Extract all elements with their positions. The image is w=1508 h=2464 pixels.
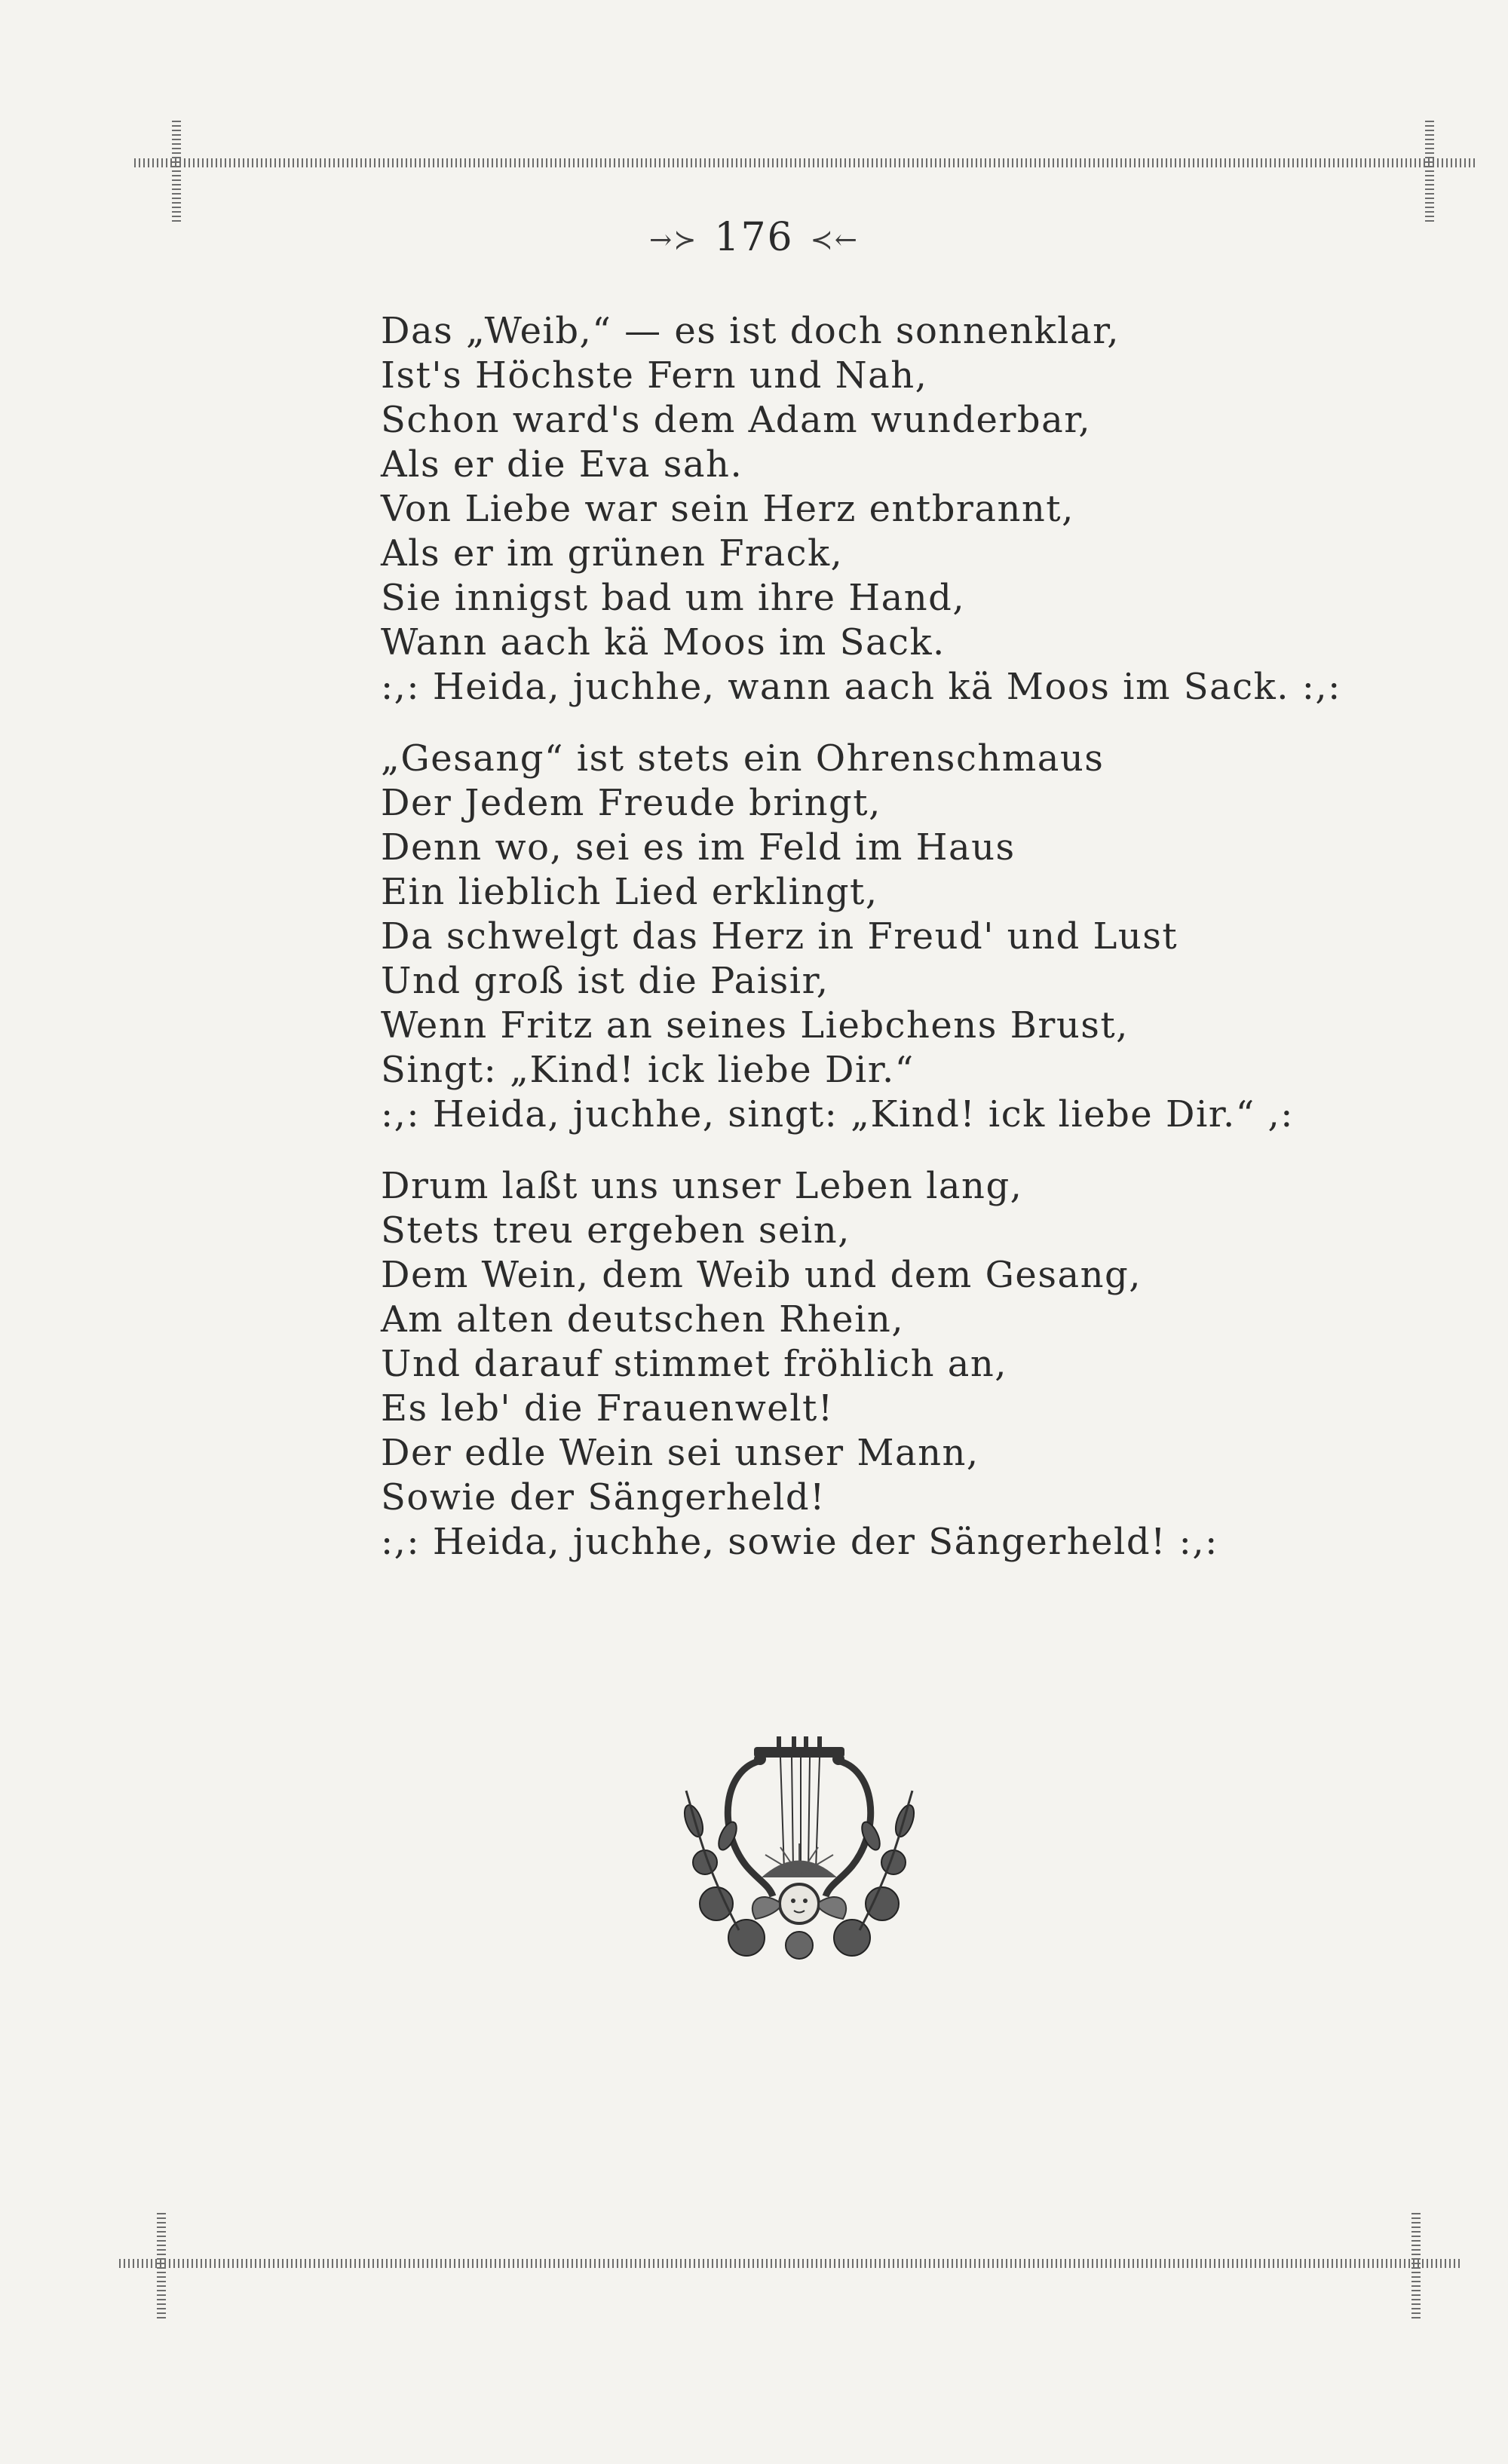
poem-line: Drum laßt uns unser Leben lang, [381,1165,1023,1207]
poem-line: Wenn Fritz an seines Liebchens Brust, [381,1004,1129,1047]
poem-line: Und groß ist die Paisir, [381,960,829,1002]
bottom-right-border-rule [1411,2213,1421,2318]
refrain-line: :,: Heida, juchhe, sowie der Sängerheld! :,: [381,1521,1218,1563]
poem-line: Dem Wein, dem Weib und dem Gesang, [381,1254,1142,1296]
poem-line: Von Liebe war sein Herz entbrannt, [381,488,1074,530]
page-number-header [0,215,1508,260]
top-border-rule [134,158,1476,167]
poem-line: Der Jedem Freude bringt, [381,782,881,824]
poem-line: Schon ward's dem Adam wunderbar, [381,399,1092,441]
poem-line: Ein lieblich Lied erklingt, [381,871,878,913]
poem-line: Als er im grünen Frack, [381,532,844,575]
refrain-line: :,: Heida, juchhe, wann aach kä Moos im Sack. :,: [381,666,1341,708]
stanza-2 [381,737,1451,1137]
bottom-border-rule [119,2259,1461,2268]
poem-line: Am alten deutschen Rhein, [381,1298,905,1341]
poem-body [381,309,1451,1592]
lyre-ornament-icon [671,1715,927,1964]
poem-line: Sowie der Sängerheld! [381,1476,826,1519]
top-left-border-rule [172,121,181,222]
bottom-left-border-rule [157,2213,166,2318]
poem-line: Sie innigst bad um ihre Hand, [381,577,966,619]
poem-line: Und darauf stimmet fröhlich an, [381,1343,1008,1385]
poem-line: Der edle Wein sei unser Mann, [381,1432,979,1474]
poem-line: Als er die Eva sah. [381,443,743,486]
stanza-3 [381,1164,1451,1565]
left-arrow-ornament-icon: →≻ [649,225,698,256]
refrain-line: :,: Heida, juchhe, singt: „Kind! ick liebe Dir.“ ,: [381,1093,1294,1135]
poem-line: Da schwelgt das Herz in Freud' und Lust [381,915,1179,958]
poem-line: „Gesang“ ist stets ein Ohrenschmaus [381,737,1105,780]
poem-line: Stets treu ergeben sein, [381,1209,851,1252]
poem-line: Ist's Höchste Fern und Nah, [381,354,928,397]
page-number: 176 [714,215,794,260]
stanza-1 [381,309,1451,709]
poem-line: Es leb' die Frauenwelt! [381,1387,834,1430]
poem-line: Singt: „Kind! ick liebe Dir.“ [381,1049,915,1091]
right-arrow-ornament-icon: ≺← [810,225,859,256]
poem-line: Wann aach kä Moos im Sack. [381,621,946,664]
poem-line: Denn wo, sei es im Feld im Haus [381,826,1016,869]
top-right-border-rule [1425,121,1434,222]
poem-line: Das „Weib,“ — es ist doch sonnenklar, [381,310,1120,352]
